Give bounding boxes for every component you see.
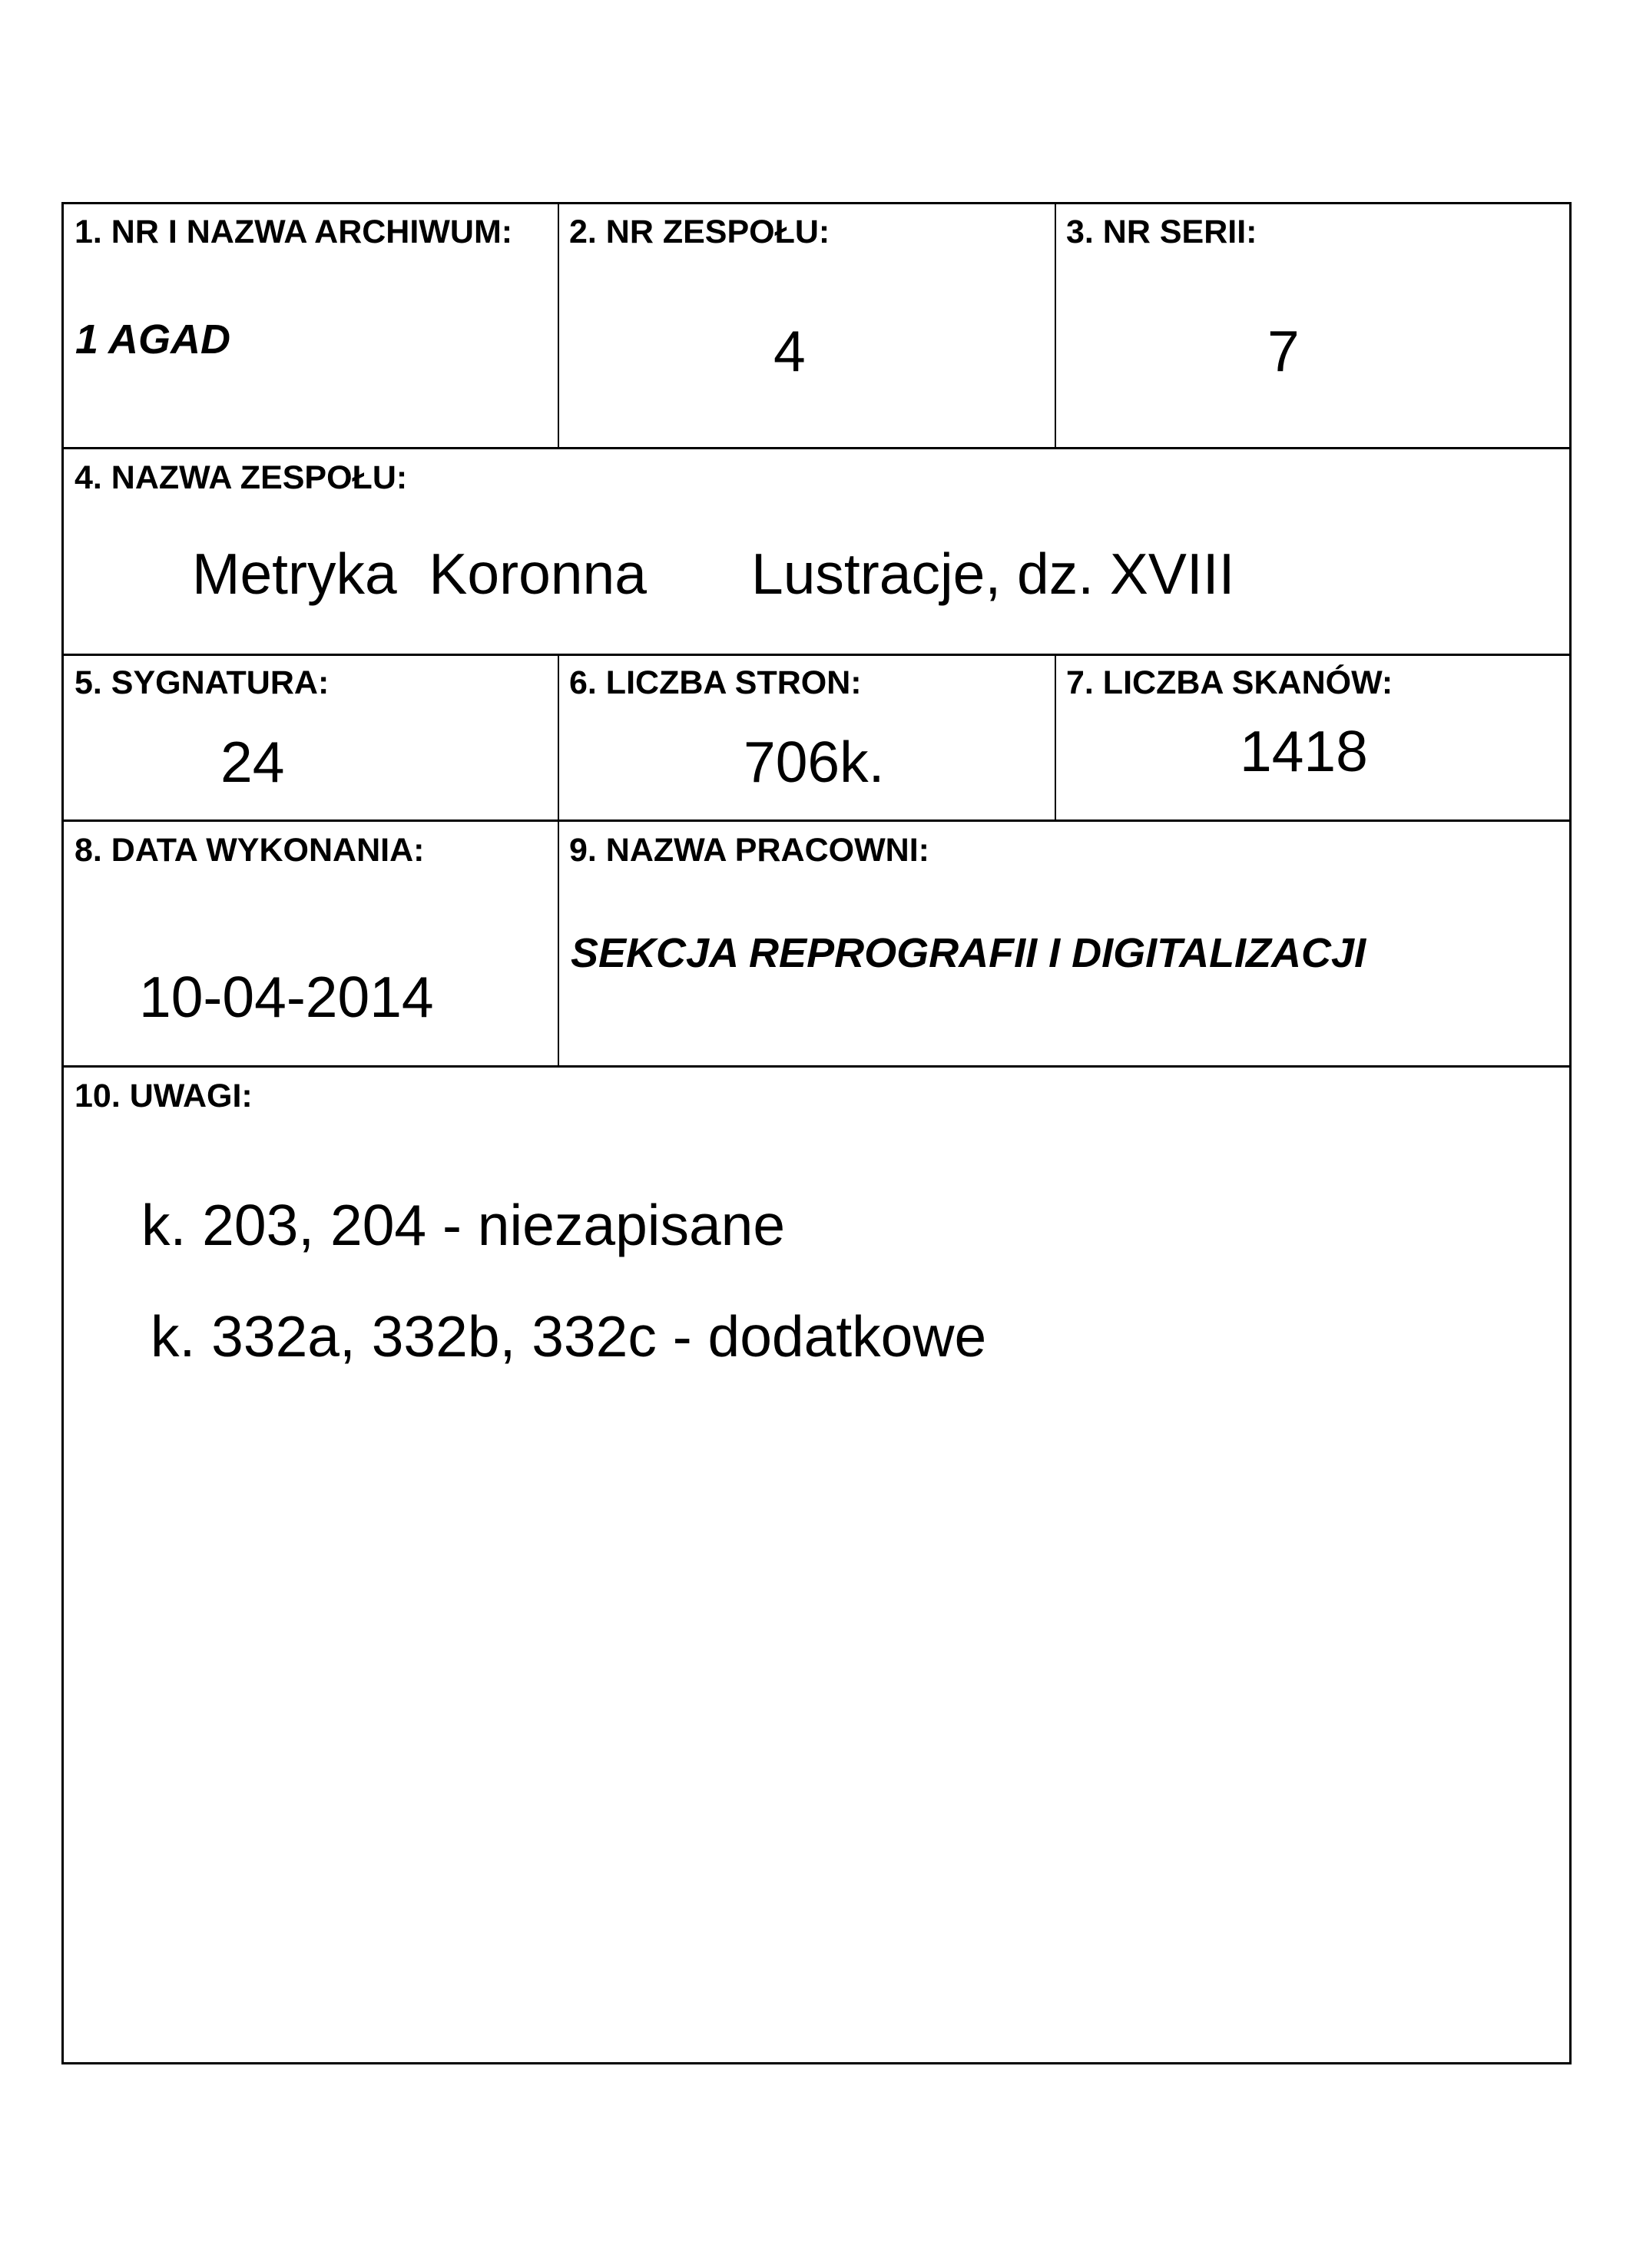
archive-label: 1. NR I NAZWA ARCHIWUM:: [75, 214, 513, 250]
signature-value: 24: [220, 730, 285, 794]
fonds-name-value-part1: Metryka Koronna: [192, 541, 647, 606]
workshop-label: 9. NAZWA PRACOWNI:: [569, 832, 929, 869]
workshop-value: SEKCJA REPROGRAFII I DIGITALIZACJI: [571, 930, 1366, 976]
date-value: 10-04-2014: [139, 965, 434, 1029]
notes-label: 10. UWAGI:: [75, 1078, 253, 1114]
col-divider-row1-a: [558, 202, 559, 448]
col-divider-row4: [558, 820, 559, 1066]
col-divider-row3-a: [558, 654, 559, 820]
notes-line-1: k. 203, 204 - niezapisane: [141, 1193, 786, 1257]
scan-count-label: 7. LICZBA SKANÓW:: [1066, 664, 1393, 701]
series-number-label: 3. NR SERII:: [1066, 214, 1257, 250]
series-number-value: 7: [1267, 319, 1300, 383]
row-divider-2: [61, 654, 1572, 656]
fonds-name-value-part2: Lustracje, dz. XVIII: [751, 541, 1235, 606]
col-divider-row3-b: [1055, 654, 1056, 820]
row-divider-1: [61, 447, 1572, 449]
archive-value: 1 AGAD: [75, 316, 231, 363]
notes-line-2: k. 332a, 332b, 332c - dodatkowe: [151, 1304, 987, 1369]
fonds-number-label: 2. NR ZESPOŁU:: [569, 214, 830, 250]
scan-count-value: 1418: [1240, 719, 1368, 783]
row-divider-3: [61, 819, 1572, 822]
page-count-label: 6. LICZBA STRON:: [569, 664, 862, 701]
col-divider-row1-b: [1055, 202, 1056, 448]
row-divider-4: [61, 1065, 1572, 1068]
date-label: 8. DATA WYKONANIA:: [75, 832, 425, 869]
fonds-number-value: 4: [773, 319, 806, 383]
page-count-value: 706k.: [744, 730, 885, 794]
fonds-name-label: 4. NAZWA ZESPOŁU:: [75, 459, 408, 496]
signature-label: 5. SYGNATURA:: [75, 664, 330, 701]
